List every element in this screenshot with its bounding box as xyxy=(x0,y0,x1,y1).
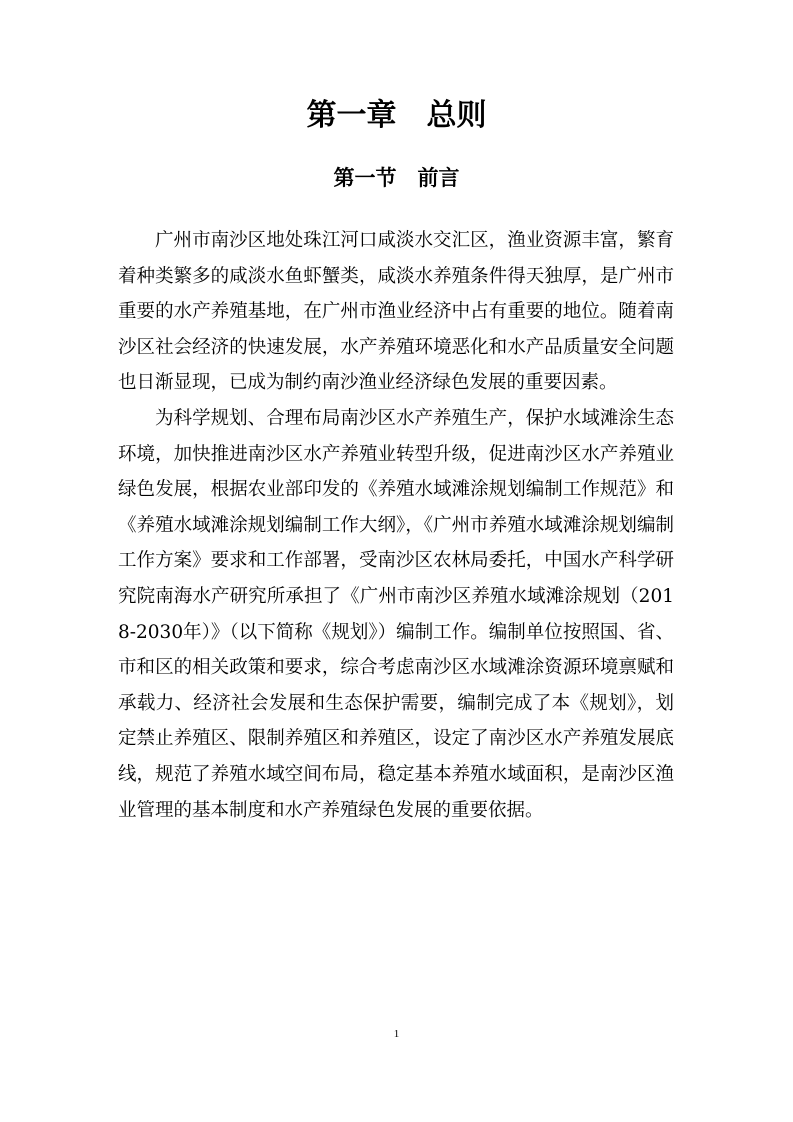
body-text xyxy=(118,223,674,828)
page-number: 1 xyxy=(393,1028,400,1040)
paragraph-purpose: 为科学规划、合理布局南沙区水产养殖生产，保护水域滩涂生态环境，加快推进南沙区水产养殖业转型升级，促进南沙区水产养殖业绿色发展，根据农业部印发的《养殖水域滩涂规划编制工作规范》和《养殖水域滩涂规划编制工作大纲》，《广州市养殖水域滩涂规划编制工作方案》要求和工作部署，受南沙区农林局委托，中国水产科学研究院南海水产研究所承担了《广州市南沙区养殖水域滩涂规划（2018-2030年）》（以下简称《规划》）编制工作。编制单位按照国、省、市和区的相关政策和要求，综合考虑南沙区水域滩涂资源环境禀赋和承载力、经济社会发展和生态保护需要，编制完成了本《规划》，划定禁止养殖区、限制养殖区和养殖区，设定了南沙区水产养殖发展底线，规范了养殖水域空间布局，稳定基本养殖水域面积，是南沙区渔业管理的基本制度和水产养殖绿色发展的重要依据。 xyxy=(118,407,674,821)
chapter-title: 第一章 总则 xyxy=(306,98,487,133)
paragraph-intro: 广州市南沙区地处珠江河口咸淡水交汇区，渔业资源丰富，繁育着种类繁多的咸淡水鱼虾蟹类，咸淡水养殖条件得天独厚，是广州市重要的水产养殖基地，在广州市渔业经济中占有重要的地位。随着南沙区社会经济的快速发展，水产养殖环境恶化和水产品质量安全问题也日渐显现，已成为制约南沙渔业经济绿色发展的重要因素。 xyxy=(118,230,674,394)
section-title: 第一节 前言 xyxy=(333,165,460,190)
